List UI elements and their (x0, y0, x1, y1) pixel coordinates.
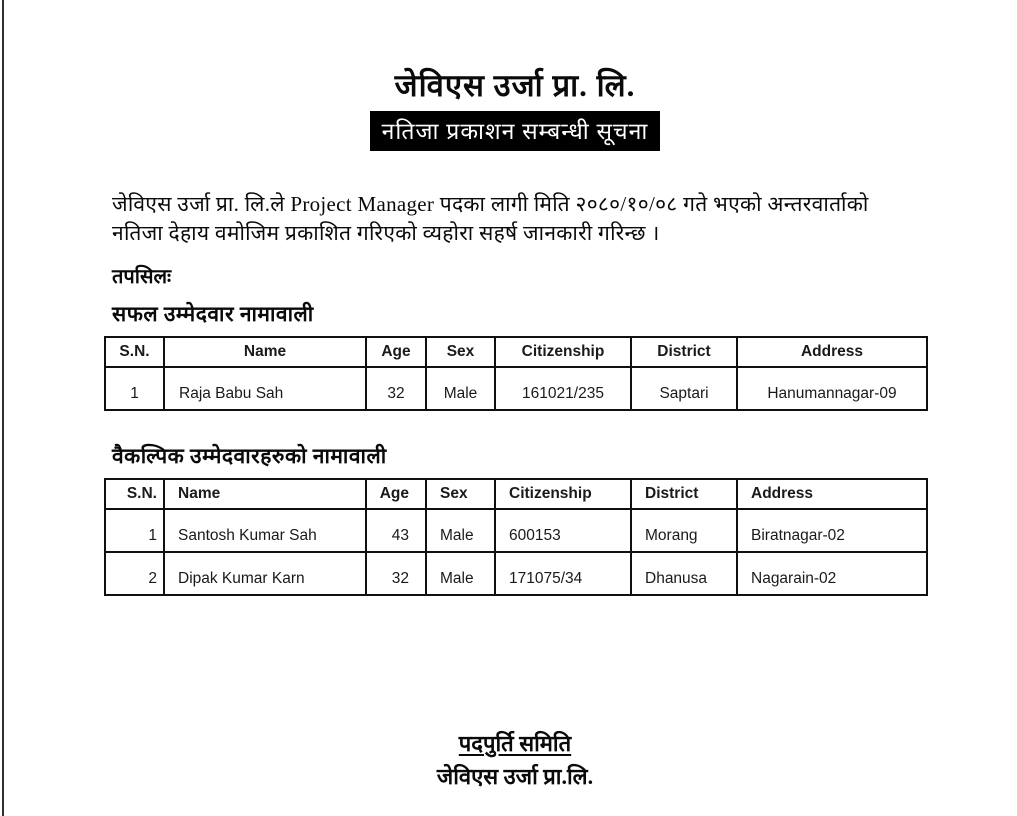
intro-paragraph (104, 190, 926, 248)
table-cell: 2 (105, 552, 164, 595)
table-header-row (105, 337, 927, 367)
table-cell: 1 (105, 509, 164, 552)
table-cell: 43 (366, 509, 426, 552)
table-cell: Male (426, 552, 495, 595)
table-cell: Dipak Kumar Karn (164, 552, 366, 595)
column-header: Citizenship (495, 479, 631, 509)
table-cell: 32 (366, 367, 426, 410)
committee-name: पदपुर्ति समिति (458, 731, 572, 756)
column-header: Age (366, 337, 426, 367)
table-cell: Saptari (631, 367, 737, 410)
successful-candidates-heading: सफल उम्मेदवार नामावाली (112, 302, 314, 326)
intro-line-1: जेविएस उर्जा प्रा. लि.ले Project Manager पदका लागी मिति २०८०/१०/०८ गते भएको अन्तरवार्ताको (112, 192, 869, 216)
successful-candidates-table (104, 336, 928, 411)
table-cell: Male (426, 509, 495, 552)
column-header: S.N. (105, 479, 164, 509)
column-header: District (631, 337, 737, 367)
table-header-row (105, 479, 927, 509)
table-cell: 161021/235 (495, 367, 631, 410)
notice-subtitle: नतिजा प्रकाशन सम्बन्धी सूचना (370, 111, 661, 151)
table-cell: 32 (366, 552, 426, 595)
column-header: Name (164, 479, 366, 509)
column-header: Sex (426, 337, 495, 367)
table-cell: Hanumannagar-09 (737, 367, 927, 410)
table-cell: 1 (105, 367, 164, 410)
table-row (105, 509, 927, 552)
table-cell: Santosh Kumar Sah (164, 509, 366, 552)
column-header: Address (737, 479, 927, 509)
column-header: Citizenship (495, 337, 631, 367)
table-cell: Raja Babu Sah (164, 367, 366, 410)
table-cell: Morang (631, 509, 737, 552)
table-cell: 600153 (495, 509, 631, 552)
alternative-candidates-heading: वैकल्पिक उम्मेदवारहरुको नामावाली (112, 444, 387, 468)
table-cell: Nagarain-02 (737, 552, 927, 595)
table-cell: 171075/34 (495, 552, 631, 595)
table-row (105, 367, 927, 410)
company-title: जेविएस उर्जा प्रा. लि. (394, 68, 636, 103)
scan-edge-artifact (2, 0, 4, 816)
table-cell: Dhanusa (631, 552, 737, 595)
table-cell: Male (426, 367, 495, 410)
column-header: District (631, 479, 737, 509)
column-header: Name (164, 337, 366, 367)
column-header: Address (737, 337, 927, 367)
column-header: Age (366, 479, 426, 509)
table-cell: Biratnagar-02 (737, 509, 927, 552)
column-header: S.N. (105, 337, 164, 367)
intro-line-2: नतिजा देहाय वमोजिम प्रकाशित गरिएको व्यहोरा सहर्ष जानकारी गरिन्छ । (112, 221, 660, 245)
table-row (105, 552, 927, 595)
column-header: Sex (426, 479, 495, 509)
footer-company-name: जेविएस उर्जा प्रा.लि. (436, 764, 594, 789)
alternative-candidates-table (104, 478, 928, 596)
subtitle-row (104, 111, 926, 151)
document-content (104, 0, 926, 793)
tapasil-label: तपसिलः (112, 266, 172, 288)
footer-signature (104, 727, 926, 793)
